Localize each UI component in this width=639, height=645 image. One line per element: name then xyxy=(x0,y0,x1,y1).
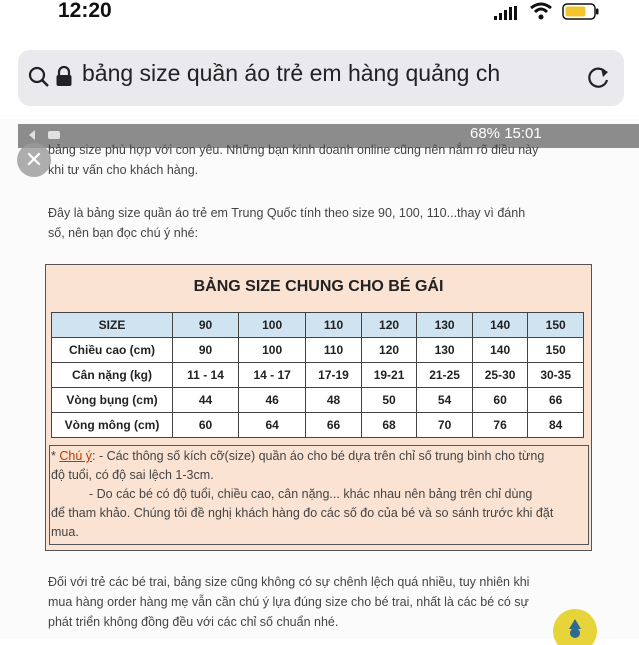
table-cell: 60 xyxy=(173,413,239,438)
table-cell: 54 xyxy=(417,388,473,413)
table-cell: 11 - 14 xyxy=(173,363,239,388)
table-cell: 76 xyxy=(472,413,528,438)
paragraph-line: Đối với trẻ các bé trai, bảng size cũng không có sự chênh lệch quá nhiều, tuy nhiên khi xyxy=(48,575,530,589)
table-cell: 48 xyxy=(306,388,362,413)
note-line-text: : - Các thông số kích cỡ(size) quần áo cho bé dựa trên chỉ số trung bình cho từng xyxy=(92,449,545,463)
paragraph-line: số, nên bạn đọc chú ý nhé: xyxy=(48,226,199,240)
reload-icon[interactable] xyxy=(586,64,612,90)
table-row xyxy=(52,338,584,363)
table-cell: 68 xyxy=(361,413,417,438)
size-table xyxy=(51,312,584,438)
table-row xyxy=(52,363,584,388)
paragraph-line: phát triển không đồng đều với các chỉ số chuẩn nhé. xyxy=(48,615,339,629)
wifi-icon xyxy=(529,2,553,20)
close-button[interactable] xyxy=(17,143,51,177)
table-cell: 46 xyxy=(239,388,306,413)
address-bar[interactable] xyxy=(18,50,624,106)
table-cell: 84 xyxy=(528,413,584,438)
table-cell: 19-21 xyxy=(361,363,417,388)
note-label: Chú ý xyxy=(59,449,92,463)
note-line: độ tuổi, có độ sai lệch 1-3cm. xyxy=(51,468,214,482)
paragraph-line: bảng size phù hợp với con yêu. Những bạn kinh doanh online cũng nên nắm rõ điều này xyxy=(48,143,539,157)
table-header: 150 xyxy=(528,313,584,338)
table-cell: 60 xyxy=(472,388,528,413)
table-cell: 90 xyxy=(173,338,239,363)
table-cell: 120 xyxy=(361,338,417,363)
note-text xyxy=(51,447,578,542)
note-line: - Do các bé có độ tuổi, chiều cao, cân nặng... khác nhau nên bảng trên chỉ dùng xyxy=(89,487,533,501)
table-title: BẢNG SIZE CHUNG CHO BÉ GÁI xyxy=(193,278,444,295)
status-time: 12:20 xyxy=(58,0,112,22)
table-cell: 140 xyxy=(472,338,528,363)
table-cell: 66 xyxy=(306,413,362,438)
table-cell: 64 xyxy=(239,413,306,438)
table-cell: 14 - 17 xyxy=(239,363,306,388)
embedded-status-text: 68% 15:01 xyxy=(470,125,542,142)
logo-badge-icon xyxy=(549,605,601,645)
signal-icon xyxy=(494,6,518,20)
table-header: 100 xyxy=(239,313,306,338)
table-header: SIZE xyxy=(52,313,173,338)
lock-icon xyxy=(55,65,73,87)
table-header: 140 xyxy=(472,313,528,338)
battery-icon xyxy=(562,3,600,20)
note-line: * Chú ý: - Các thông số kích cỡ(size) quần áo cho bé dựa trên chỉ số trung bình cho từng xyxy=(51,449,545,463)
table-cell: 30-35 xyxy=(528,363,584,388)
table-cell: 150 xyxy=(528,338,584,363)
table-cell: 50 xyxy=(361,388,417,413)
note-line: để tham khảo. Chúng tôi đề nghị khách hàng đo các số đo của bé và so sánh trước khi đặt xyxy=(51,506,554,520)
table-header-row xyxy=(52,313,584,338)
size-table-box xyxy=(45,264,592,551)
note-line: mua. xyxy=(51,525,79,539)
status-bar xyxy=(0,0,639,32)
close-icon: ✕ xyxy=(24,147,44,172)
paragraph-line: Đây là bảng size quần áo trẻ em Trung Quốc tính theo size 90, 100, 110...thay vì đánh xyxy=(48,206,526,220)
table-cell: Vòng bụng (cm) xyxy=(52,388,173,413)
table-cell: 130 xyxy=(417,338,473,363)
table-cell: 70 xyxy=(417,413,473,438)
table-cell: Vòng mông (cm) xyxy=(52,413,173,438)
table-row xyxy=(52,413,584,438)
table-cell: 100 xyxy=(239,338,306,363)
search-icon xyxy=(28,66,50,88)
table-cell: 17-19 xyxy=(306,363,362,388)
table-cell: 110 xyxy=(306,338,362,363)
table-cell: Chiều cao (cm) xyxy=(52,338,173,363)
table-cell: 21-25 xyxy=(417,363,473,388)
table-cell: 66 xyxy=(528,388,584,413)
paragraph-line: khi tư vấn cho khách hàng. xyxy=(48,163,199,177)
url-text[interactable]: bảng size quần áo trẻ em hàng quảng ch xyxy=(82,60,501,86)
table-cell: 25-30 xyxy=(472,363,528,388)
table-header: 110 xyxy=(306,313,362,338)
paragraph-line: mua hàng order hàng mẹ vẫn cần chú ý lựa đúng size cho bé trai, nhất là các bé có sự xyxy=(48,595,529,609)
table-cell: Cân nặng (kg) xyxy=(52,363,173,388)
table-row xyxy=(52,388,584,413)
table-header: 130 xyxy=(417,313,473,338)
table-cell: 44 xyxy=(173,388,239,413)
table-header: 120 xyxy=(361,313,417,338)
table-header: 90 xyxy=(173,313,239,338)
